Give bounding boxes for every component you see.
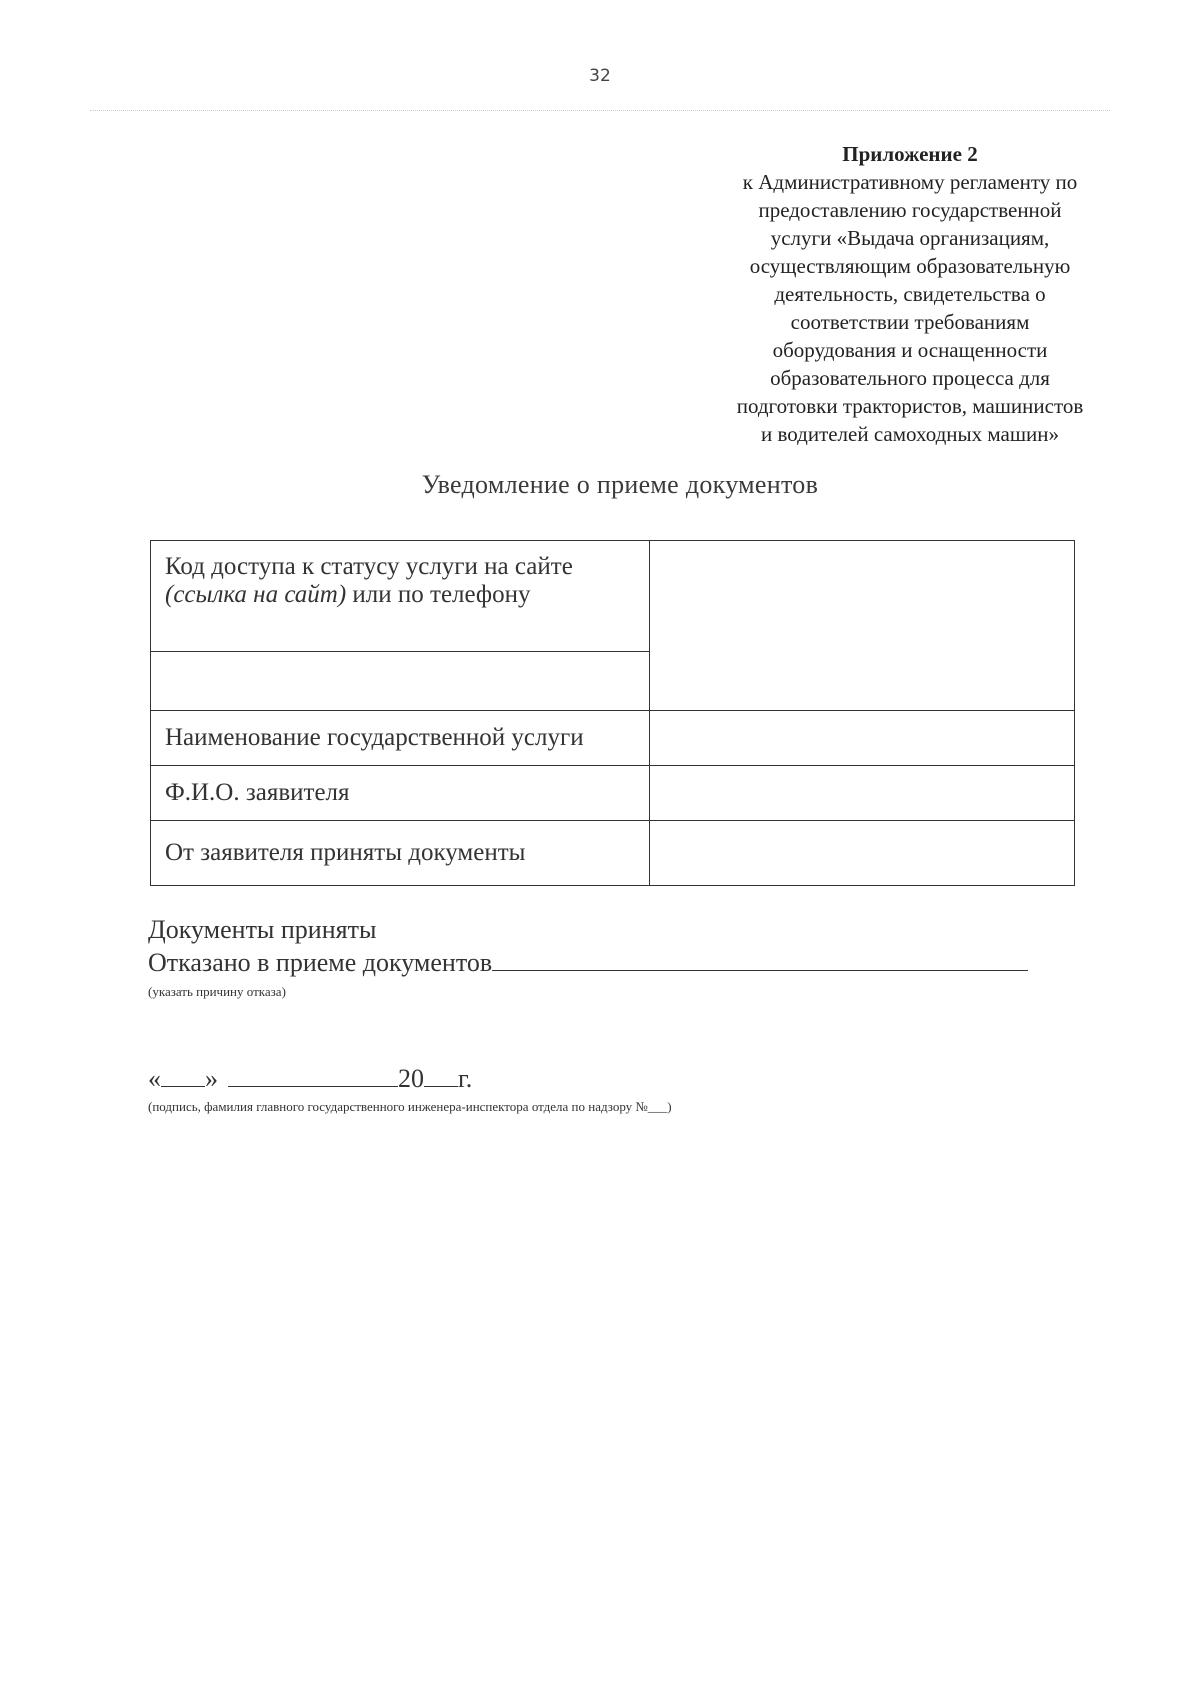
documents-accepted-text: Документы приняты [148, 915, 377, 944]
signature-note: (подпись, фамилия главного государственного инженера-инспектора отдела по надзору №___) [148, 1099, 672, 1114]
documents-accepted-label: От заявителя приняты документы [151, 821, 650, 886]
access-code-label-phone: или по телефону [346, 581, 531, 608]
appendix-line: услуги «Выдача организациям, [770, 226, 1050, 250]
appendix-block [690, 140, 1130, 448]
year-field[interactable] [424, 1064, 458, 1087]
table-row [151, 821, 1075, 886]
refusal-text: Отказано в приеме документов [148, 948, 493, 977]
appendix-line: соответствии требованиям [790, 310, 1030, 334]
year-suffix: г. [458, 1064, 473, 1093]
appendix-line: осуществляющим образовательную [749, 254, 1071, 278]
quote-close: » [205, 1064, 218, 1093]
day-field[interactable] [161, 1064, 205, 1087]
appendix-line: деятельность, свидетельства о [774, 282, 1046, 306]
site-link-label: (ссылка на сайт) [165, 581, 347, 608]
appendix-title: Приложение 2 [842, 142, 978, 166]
table-row [151, 541, 1075, 652]
appendix-line: и водителей самоходных машин» [760, 422, 1060, 446]
year-prefix: 20 [398, 1064, 424, 1093]
appendix-line: предоставлению государственной [758, 198, 1062, 222]
service-name-value[interactable] [650, 711, 1075, 766]
appendix-line: подготовки трактористов, машинистов [736, 394, 1084, 418]
service-name-label: Наименование государственной услуги [151, 711, 650, 766]
table-cell-label [151, 541, 650, 652]
refusal-reason-note: (указать причину отказа) [148, 984, 286, 999]
page-number: 32 [589, 66, 611, 86]
access-code-label: Код доступа к статусу услуги на сайте [165, 553, 573, 580]
quote-open: « [148, 1064, 161, 1093]
refusal-line [148, 946, 1028, 979]
documents-accepted-value[interactable] [650, 821, 1075, 886]
applicant-name-value[interactable] [650, 766, 1075, 821]
appendix-line: оборудования и оснащенности [772, 338, 1048, 362]
access-code-entry-cell[interactable] [151, 652, 650, 711]
document-title: Уведомление о приеме документов [421, 470, 819, 499]
table-row [151, 711, 1075, 766]
refusal-reason-field[interactable] [492, 946, 1028, 971]
table-row [151, 766, 1075, 821]
scan-artifact-line [90, 110, 1110, 111]
signature-date-line [148, 1064, 472, 1094]
applicant-name-label: Ф.И.О. заявителя [151, 766, 650, 821]
access-code-value[interactable] [650, 541, 1075, 711]
notification-table [150, 540, 1075, 886]
appendix-line: образовательного процесса для [770, 366, 1050, 390]
month-field[interactable] [228, 1064, 398, 1087]
appendix-line: к Административному регламенту по [742, 170, 1078, 194]
status-block [148, 913, 1028, 979]
